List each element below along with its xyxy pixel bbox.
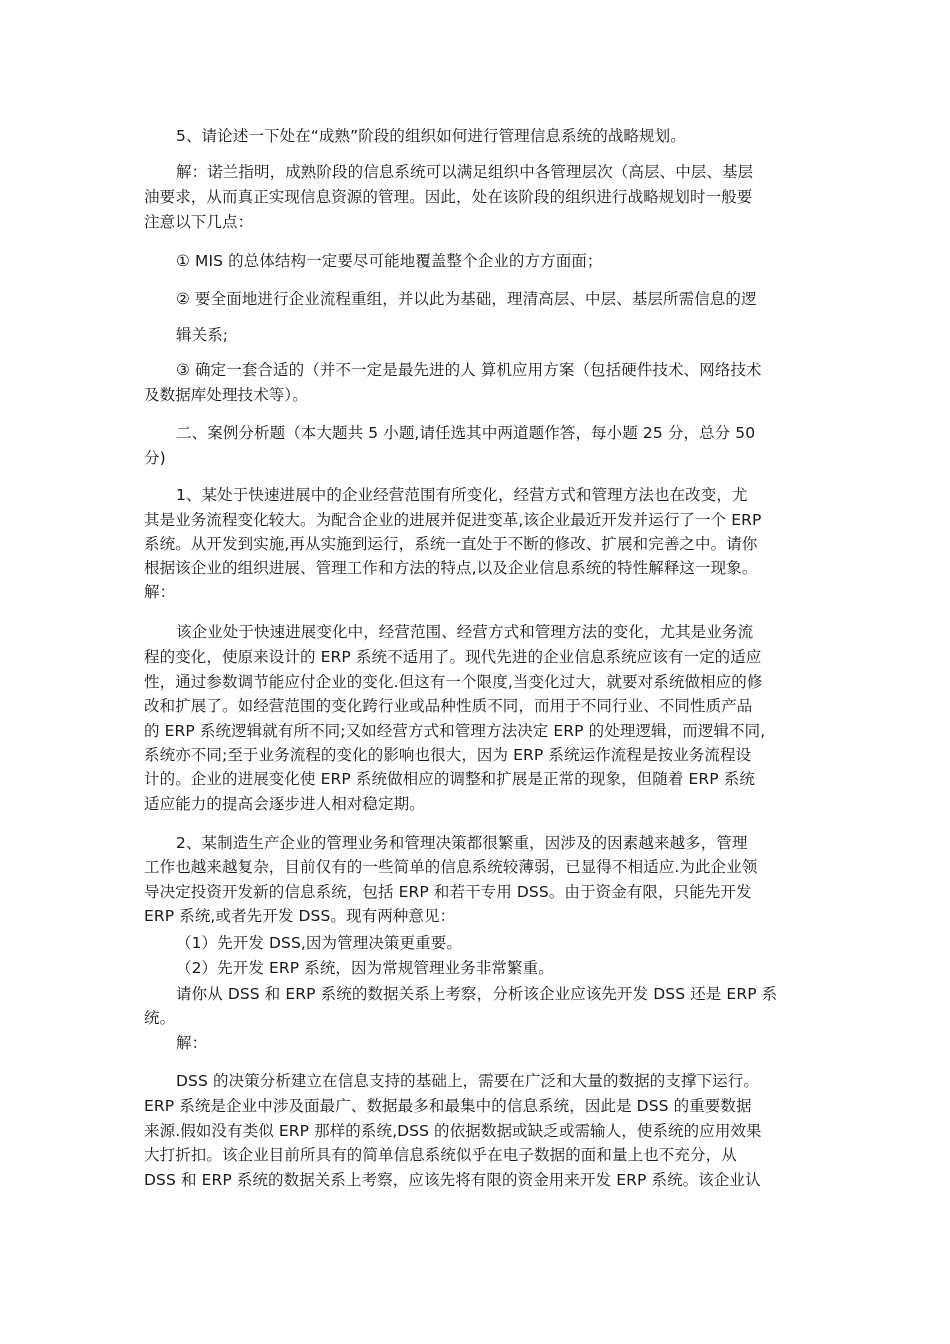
answer-1-line-7: 计的。企业的进展变化使 ERP 系统做相应的调整和扩展是正常的现象，但随着 ERP 系统 [144,770,755,788]
answer-1-line-6: 系统亦不同;至于业务流程的变化的影响也很大，因为 ERP 系统运作流程是按业务流程设 [144,746,752,764]
point-2-line-2: 辑关系; [176,326,229,344]
answer-1-line-1: 该企业处于快速进展变化中，经营范围、经营方式和管理方法的变化，尤其是业务流 [176,623,754,641]
point-2-line-1: ② 要全面地进行企业流程重组，并以此为基础，理清高层、中层、基层所需信息的逻 [176,290,757,308]
case-1-line-3: 系统。从开发到实施,再从实施到运行，系统一直处于不断的修改、扩展和完善之中。请你 [144,535,758,553]
point-3-line-2: 及数据库处理技术等）。 [144,386,308,404]
case-2-question-line-2: 统。 [144,1009,176,1027]
answer-2-line-1: DSS 的决策分析建立在信息支持的基础上，需要在广泛和大量的数据的支撑下运行。 [176,1072,759,1090]
section-2-heading-line-1: 二、案例分析题（本大题共 5 小题,请任选其中两道题作答，每小题 25 分，总分 50 [176,424,756,442]
case-2-line-2: 工作也越来越复杂，目前仅有的一些简单的信息系统较薄弱，已显得不相适应.为此企业领 [144,858,758,876]
answer-2-line-3: 来源.假如没有类似 ERP 那样的系统,DSS 的依据数据或缺乏或需输人，使系统的应用效果 [144,1122,762,1140]
answer-1-line-4: 改和扩展了。如经营范围的变化跨行业或品种性质不同，而用于不同行业、不同性质产品 [144,697,753,715]
answer-1-line-5: 的 ERP 系统逻辑就有所不同;又如经营方式和管理方法决定 ERP 的处理逻辑，而逻辑不同, [144,722,766,740]
case-2-line-3: 导决定投资开发新的信息系统，包括 ERP 和若干专用 DSS。由于资金有限，只能先开发 [144,883,752,901]
q5-answer-line-1: 解：诺兰指明，成熟阶段的信息系统可以满足组织中各管理层次（高层、中层、基层 [176,163,754,181]
case-2-question-line-1: 请你从 DSS 和 ERP 系统的数据关系上考察，分析该企业应该先开发 DSS 还是 ERP 系 [176,985,778,1003]
answer-1-line-3: 性，通过参数调节能应付企业的变化.但这有一个限度,当变化过大，就要对系统做相应的修 [144,673,763,691]
option-1: （1）先开发 DSS,因为管理决策更重要。 [176,934,462,952]
case-1-line-4: 根据该企业的组织进展、管理工作和方法的特点,以及企业信息系统的特性解释这一现象。 [144,559,758,577]
question-5-title: 5、请论述一下处在“成熟”阶段的组织如何进行管理信息系统的战略规划。 [176,127,686,145]
case-1-line-2: 其是业务流程变化较大。为配合企业的进展并促进变革,该企业最近开发并运行了一个 ERP [144,511,762,529]
case-2-line-4: ERP 系统,或者先开发 DSS。现有两种意见： [144,907,456,925]
case-1-line-1: 1、某处于快速进展中的企业经营范围有所变化，经营方式和管理方法也在改变，尤 [176,486,748,504]
answer-1-line-8: 适应能力的提高会逐步进人相对稳定期。 [144,795,425,813]
point-1: ① MIS 的总体结构一定要尽可能地覆盖整个企业的方方面面； [176,252,603,270]
case-2-answer-label: 解： [176,1034,208,1052]
answer-2-line-5: DSS 和 ERP 系统的数据关系上考察，应该先将有限的资金用来开发 ERP 系统。该企业认 [144,1171,761,1189]
option-2: （2）先开发 ERP 系统，因为常规管理业务非常繁重。 [176,959,554,977]
answer-2-line-4: 大打折扣。该企业目前所具有的简单信息系统似乎在电子数据的面和量上也不充分，从 [144,1146,737,1164]
case-1-answer-label: 解： [144,583,176,601]
answer-2-line-2: ERP 系统是企业中涉及面最广、数据最多和最集中的信息系统，因此是 DSS 的重要数据 [144,1097,752,1115]
section-2-heading-line-2: 分) [144,449,166,467]
point-3-line-1: ③ 确定一套合适的（并不一定是最先进的人 算机应用方案（包括硬件技术、网络技术 [176,361,762,379]
q5-answer-line-2: 油要求，从而真正实现信息资源的管理。因此，处在该阶段的组织进行战略规划时一般要 [144,188,753,206]
q5-answer-line-3: 注意以下几点： [144,213,254,231]
answer-1-line-2: 程的变化，使原来设计的 ERP 系统不适用了。现代先进的企业信息系统应该有一定的适应 [144,648,762,666]
case-2-line-1: 2、某制造生产企业的管理业务和管理决策都很繁重，因涉及的因素越来越多，管理 [176,834,748,852]
